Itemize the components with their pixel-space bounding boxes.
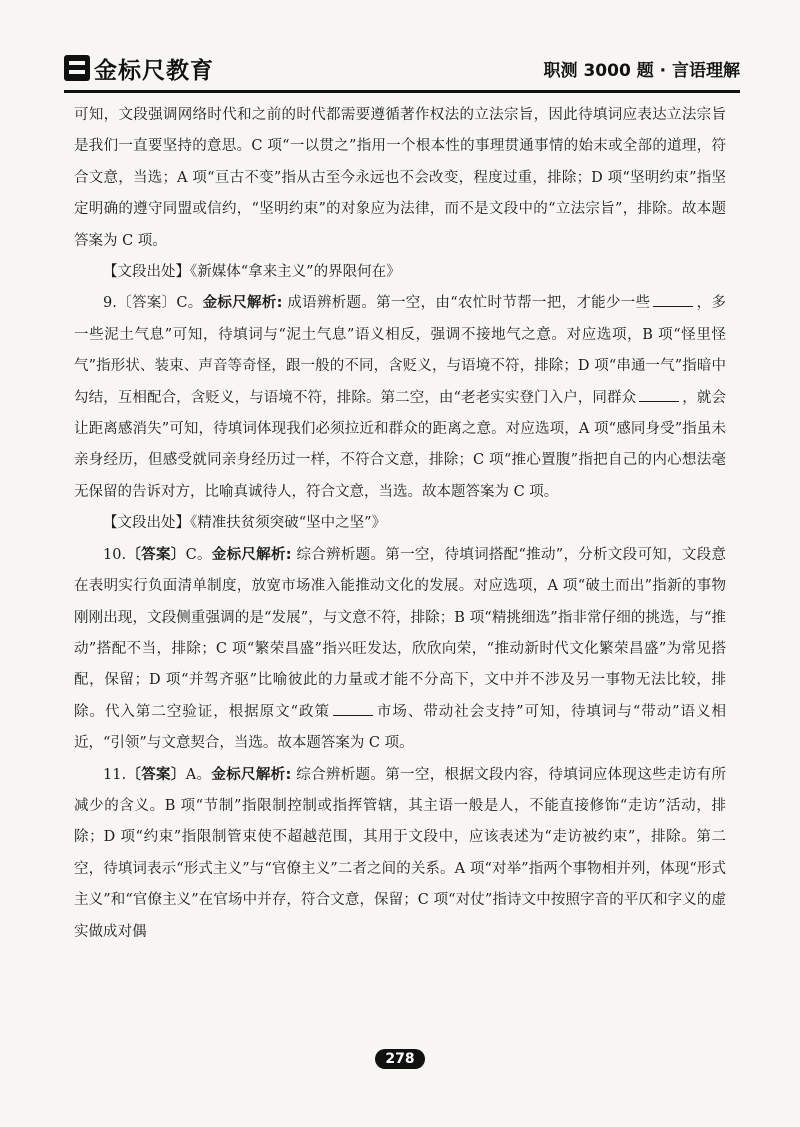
q9-source: 【文段出处】《精准扶贫须突破“坚中之坚”》 [103,515,387,532]
q9-analysis-label: 金标尺解析: [202,295,283,312]
q10-number: 10. [103,546,127,563]
q10-text-part1: 综合辨析题。第一空，待填词搭配“推动”，分析文段可知，文段意在表明实行负面清单制度，放宽市场准入能推动文化的发展。对应选项，A 项“破土而出”指新的事物刚刚出现，文段侧重强调的是“发展”，与文意不符，排除；B 项“精挑细选”指非常仔细的挑选，与“推动”搭配不当，排除；C 项“繁荣昌盛”指兴旺发达，欣欣向荣，“推动新时代文化繁荣昌盛”为常见搭配，保留；D 项“并驾齐驱”比喻彼此的力量或才能不分高下，文中并不涉及另一事物无法比较，排除。代入第二空验证，根据原文“政策 [74,546,726,720]
q11-analysis-label: 金标尺解析: [211,766,292,783]
q11-answer: A。 [185,766,212,783]
q10-answer-label: 〔答案〕 [126,546,186,563]
q9-number: 9. [103,295,117,312]
q10-answer: C。 [185,546,212,563]
q9-text-part2: ，多一些泥土气息”可知，待填词与“泥土气息”语义相反，强调不接地气之意。对应选项，B 项“怪里怪气”指形状、装束、声音等奇怪，跟一般的不同，含贬义，与语境不符，排除；D 项“串通一气”指暗中勾结，互相配合，含贬义，与语境不符，排除。第二空，由“老老实实登门入户，同群众 [74,295,726,406]
logo-text: 金标尺教育 [94,57,214,84]
q10-analysis-label: 金标尺解析: [211,546,292,563]
fill-blank [653,292,693,307]
logo-icon [64,55,90,81]
q10-text-part2: 市场、带动社会支持”可知，待填词与“带动”语义相近，“引领”与文意契合，当选。故本题答案为 C 项。 [74,703,726,752]
page-number-badge: 278 [375,1049,424,1069]
q9-answer-label: 〔答案〕 [116,295,177,312]
q9-text-part3: ，就会让距离感消失”可知，待填词体现我们必须拉近和群众的距离之意。对应选项，A 项“感同身受”指虽未亲身经历，但感受就同亲身经历过一样，不符合文意，排除；C 项“推心置腹”指把自己的内心想法毫无保留的告诉对方，比喻真诚待人，符合文意，当选。故本题答案为 C 项。 [74,389,726,500]
header-divider [64,90,740,93]
fill-blank [333,701,373,716]
q10-explanation [74,540,726,760]
q9-answer: C。 [176,295,203,312]
q9-text-part1: 成语辨析题。第一空，由“农忙时节帮一把，才能少一些 [282,295,651,312]
q11-number: 11. [103,766,127,783]
q8-source: 【文段出处】《新媒体“拿来主义”的界限何在》 [103,264,401,281]
q8-explanation-tail: 可知，文段强调网络时代和之前的时代都需要遵循著作权法的立法宗旨，因此待填词应表达立法宗旨是我们一直要坚持的意思。C 项“一以贯之”指用一个根本性的事理贯通事情的始末或全部的道理，符合文意，当选；A 项“亘古不变”指从古至今永远也不会改变，程度过重，排除；D 项“坚明约束”指坚定明确的遵守同盟或信约，“坚明约束”的对象应为法律，而不是文段中的“立法宗旨”，排除。故本题答案为 C 项。 [74,107,726,249]
fill-blank [639,387,679,402]
q11-text-part1: 综合辨析题。第一空，根据文段内容，待填词应体现这些走访有所减少的含义。B 项“节制”指限制控制或指挥管辖，其主语一般是人，不能直接修饰“走访”活动，排除；D 项“约束”指限制管束使不超越范围，其用于文段中，应该表述为“走访被约束”，排除。第二空，待填词表示“形式主义”与“官僚主义”二者之间的关系。A 项“对举”指两个事物相并列，体现“形式主义”和“官僚主义”在官场中并存，符合文意，保留；C 项“对仗”指诗文中按照字音的平仄和字义的虚实做成对偶 [74,766,726,940]
q11-answer-label: 〔答案〕 [126,766,186,783]
page-number [0,1048,800,1069]
page-header [64,52,740,88]
brand-logo [64,52,214,84]
page-body [74,100,726,948]
q11-explanation [74,760,726,948]
book-title: 职测 3000 题 · 言语理解 [543,61,740,81]
q9-explanation [74,288,726,508]
